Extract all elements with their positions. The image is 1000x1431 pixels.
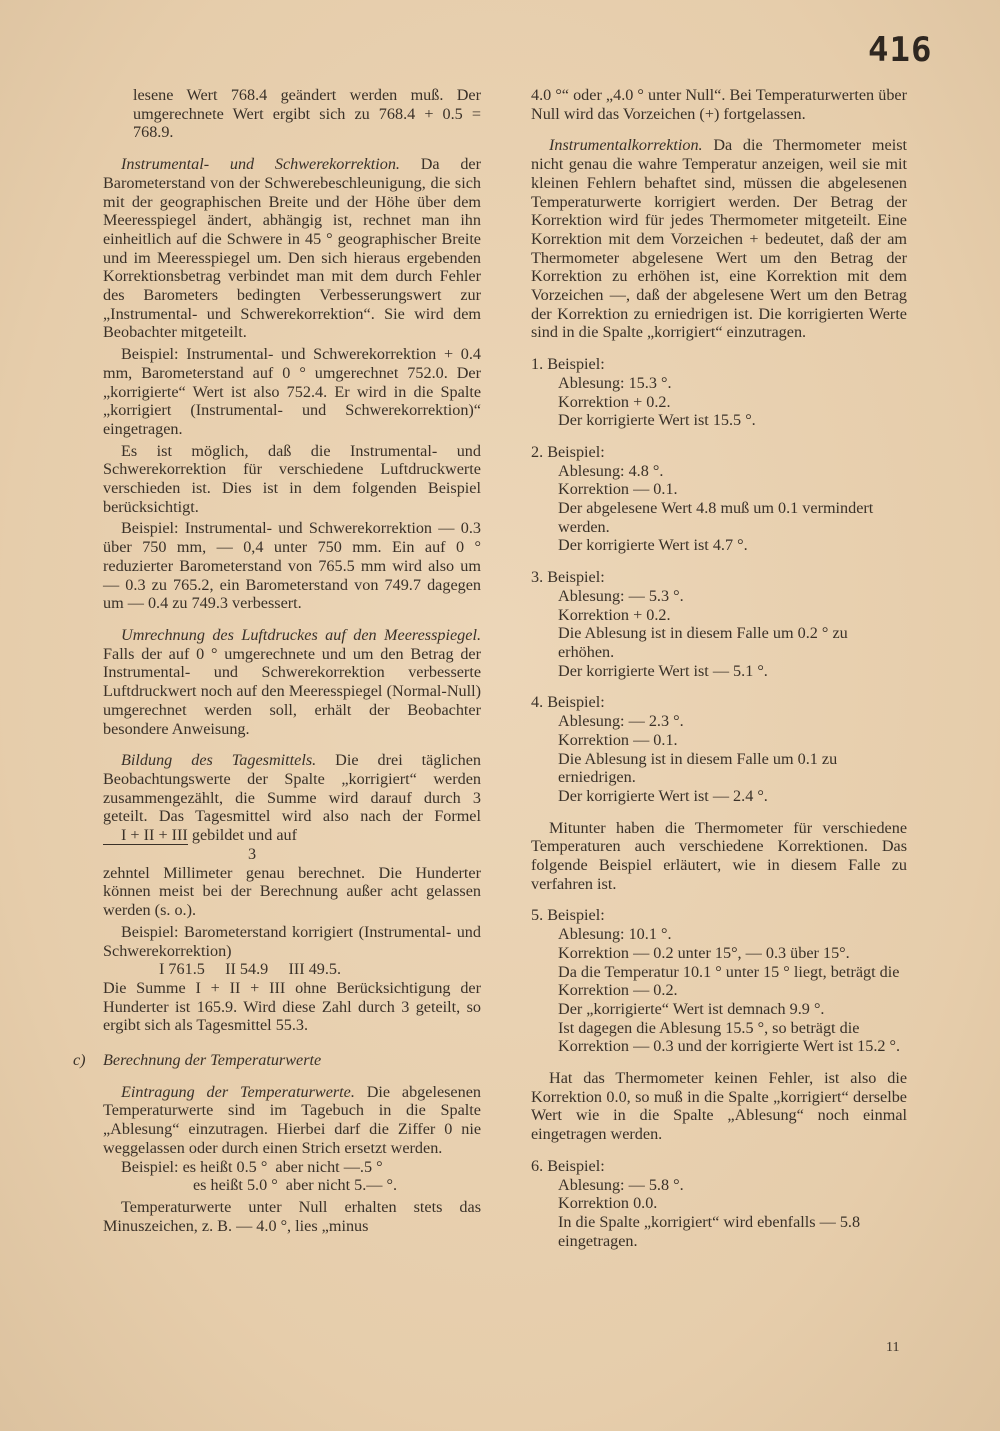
paragraph: Temperaturwerte unter Null erhalten stets das Minuszeichen, z. B. — 4.0 °, lies „minus <box>103 1197 481 1235</box>
paragraph <box>531 136 907 342</box>
paragraph <box>103 155 481 342</box>
paragraph: lesene Wert 768.4 geändert werden muß. Der umgerechnete Wert ergibt sich zu 768.4 + 0.5 = 768.9. <box>133 86 481 142</box>
example-line: Korrektion + 0.2. <box>558 392 671 411</box>
section-c-heading <box>73 1051 481 1070</box>
right-column <box>531 86 907 1250</box>
section-heading: Umrechnung des Luftdruckes auf den Meeresspiegel. <box>121 625 481 644</box>
section-title: Berechnung der Temperaturwerte <box>103 1051 322 1070</box>
section-heading: Eintragung der Temperaturwerte. <box>121 1082 355 1101</box>
example-line: Beispiel: es heißt 0.5 ° aber nicht —.5 ° <box>121 1157 383 1176</box>
paragraph: Beispiel: Barometerstand korrigiert (Instrumental- und Schwerekorrektion) <box>103 922 481 960</box>
paragraph <box>103 626 481 738</box>
formula-denominator: 3 <box>248 845 257 864</box>
example-title: 5. Beispiel: <box>531 906 605 925</box>
example-line: Die Ablesung ist in diesem Falle um 0.1 zu erniedrigen. <box>558 749 838 787</box>
paragraph-text: Falls der auf 0 ° umgerechnete und um den Betrag der Instrumental- und Schwerekorrektion verbesserte Luftdruckwert noch auf den Meeresspiegel (Normal-Null) umgerechnet werden soll, erhält der Beobachter besondere Anweisung. <box>103 644 481 738</box>
example-block <box>531 906 907 1056</box>
example-line: Der korrigierte Wert ist — 5.1 °. <box>558 661 768 680</box>
paragraph-text: Da die Thermometer meist nicht genau die wahre Temperatur anzeigen, weil sie mit kleinen Fehlern behaftet sind, müssen die abgelesenen Temperaturwerte korrigiert werden. Der Betrag der Korrektion wird für jedes Thermometer mitgeteilt. Eine Korrektion mit dem Vorzeichen + bedeutet, daß der am Thermometer abgelesene Wert um den Betrag der Korrektion zu erhöhen ist, eine Korrektion mit dem Vorzeichen —, daß der abgelesene Wert um den Betrag der Korrektion zu erniedrigen ist. Die korrigierten Werte sind in die Spalte „korrigiert“ einzutragen. <box>531 136 907 342</box>
paragraph: 4.0 °“ oder „4.0 ° unter Null“. Bei Temperaturwerten über Null wird das Vorzeichen (+) fortgelassen. <box>531 86 907 123</box>
example-title: 2. Beispiel: <box>531 442 605 461</box>
example-line: Die Ablesung ist in diesem Falle um 0.2 ° zu erhöhen. <box>558 624 848 661</box>
section-heading: Instrumentalkorrektion. <box>549 136 703 155</box>
section-heading: Instrumental- und Schwerekorrektion. <box>121 155 400 174</box>
example-line: Der „korrigierte“ Wert ist demnach 9.9 °. <box>558 999 825 1018</box>
paragraph <box>103 1083 481 1158</box>
page-number-top: 416 <box>868 30 933 70</box>
paragraph <box>103 751 481 845</box>
page-number-bottom: 11 <box>886 1340 900 1355</box>
example-line: Der korrigierte Wert ist 15.5 °. <box>558 411 756 430</box>
example-line: Der abgelesene Wert 4.8 muß um 0.1 vermindert werden. <box>558 499 874 536</box>
paragraph: Beispiel: Instrumental- und Schwerekorrektion + 0.4 mm, Barometerstand auf 0 ° umgerechnet 752.0. Der „korrigierte“ Wert ist also 752.4. Er wird in die Spalte „korrigiert (Instrumental- und Schwerekorrektion)“ eingetragen. <box>103 345 481 438</box>
paragraph: Beispiel: Instrumental- und Schwerekorrektion — 0.3 über 750 mm, — 0,4 unter 750 mm. Ein auf 0 ° reduzierter Barometerstand von 765.5 mm wird also um — 0.3 zu 765.2, ein Barometerstand von 749.7 dagegen um — 0.4 zu 749.3 verbessert. <box>103 519 481 613</box>
paragraph: Hat das Thermometer keinen Fehler, ist also die Korrektion 0.0, so muß in die Spalte „korrigiert“ derselbe Wert wie in die Spalte „Ablesung“ noch einmal eingetragen werden. <box>531 1069 907 1144</box>
example-title: 1. Beispiel: <box>531 355 605 374</box>
example-line: Da die Temperatur 10.1 ° unter 15 ° liegt, beträgt die Korrektion — 0.2. <box>558 962 900 1000</box>
example-line: Korrektion — 0.2 unter 15°, — 0.3 über 15°. <box>558 943 850 962</box>
example-line: Korrektion — 0.1. <box>558 480 678 499</box>
example-line: Ablesung: — 5.3 °. <box>558 586 684 605</box>
paragraph-text: Da der Barometerstand von der Schwerebeschleunigung, die sich mit der geographischen Breite und der Höhe über dem Meeresspiegel ändert, abhängig ist, rechnet man ihn einheitlich auf die Schwere in 45 ° geographischer Breite und im Meeresspiegel um. Den sich hieraus ergebenden Korrektionsbetrag verbindet man mit dem durch Fehler des Barometers bedingten Verbesserungswert zur „Instrumental- und Schwerekorrektion“. Sie wird dem Beobachter mitgeteilt. <box>103 155 481 342</box>
example-title: 4. Beispiel: <box>531 693 605 712</box>
example-line: Ablesung: 4.8 °. <box>558 461 664 480</box>
paragraph-text: Die abgelesenen Temperaturwerte sind im Tagebuch in die Spalte „Ablesung“ einzutragen. Hierbei darf die Ziffer 0 nie weggelassen oder durch einen Strich ersetzt werden. <box>103 1082 481 1157</box>
example-line: Der korrigierte Wert ist 4.7 °. <box>558 536 748 555</box>
formula-numerator: I + II + III <box>103 827 188 845</box>
example-line: Ablesung: 15.3 °. <box>558 373 672 392</box>
example-line: Ablesung: — 2.3 °. <box>558 712 684 731</box>
example-block <box>531 568 907 680</box>
example-block <box>531 443 907 555</box>
example-line: Korrektion 0.0. <box>558 1194 658 1213</box>
paragraph: zehntel Millimeter genau berechnet. Die Hunderter können meist bei der Berechnung außer acht gelassen werden (s. o.). <box>103 863 481 920</box>
paragraph-text: Die drei täglichen Beobachtungswerte der Spalte „korrigiert“ werden zusammengezählt, die Summe wird darauf durch 3 geteilt. Das Tagesmittel wird also nach der Formel <box>103 751 482 826</box>
example-line: Ablesung: 10.1 °. <box>558 925 672 944</box>
section-heading: Bildung des Tagesmittels. <box>121 751 317 770</box>
paragraph: Die Summe I + II + III ohne Berücksichtigung der Hunderter ist 165.9. Wird diese Zahl durch 3 geteilt, so ergibt sich als Tagesmittel 55.3. <box>103 978 481 1035</box>
example-line: Ablesung: — 5.8 °. <box>558 1175 684 1194</box>
paragraph: Es ist möglich, daß die Instrumental- und Schwerekorrektion für verschiedene Luftdruckwerte verschieden ist. Dies ist in dem folgenden Beispiel berücksichtigt. <box>103 441 481 516</box>
left-column <box>73 86 482 1235</box>
example-line: Korrektion — 0.1. <box>558 730 678 749</box>
example-line: Ist dagegen die Ablesung 15.5 °, so beträgt die Korrektion — 0.3 und der korrigierte Wert ist 15.2 °. <box>558 1018 901 1056</box>
example-line: Der korrigierte Wert ist — 2.4 °. <box>558 786 768 805</box>
example-title: 6. Beispiel: <box>531 1156 605 1175</box>
paragraph-text: gebildet und auf <box>187 826 298 845</box>
example-block <box>531 693 907 805</box>
example-line: Korrektion + 0.2. <box>558 605 671 624</box>
example-block <box>531 1157 907 1251</box>
example-line: In die Spalte „korrigiert“ wird ebenfalls — 5.8 eingetragen. <box>558 1212 861 1250</box>
example-line: es heißt 5.0 ° aber nicht 5.— °. <box>193 1176 398 1195</box>
values-row: I 761.5 II 54.9 III 49.5. <box>159 960 342 979</box>
example-block <box>531 355 907 430</box>
example-title: 3. Beispiel: <box>531 568 605 587</box>
paragraph: Mitunter haben die Thermometer für verschiedene Temperaturen auch verschiedene Korrektionen. Das folgende Beispiel erläutert, wie in diesem Falle zu verfahren ist. <box>531 818 907 893</box>
section-label: c) <box>73 1051 86 1070</box>
